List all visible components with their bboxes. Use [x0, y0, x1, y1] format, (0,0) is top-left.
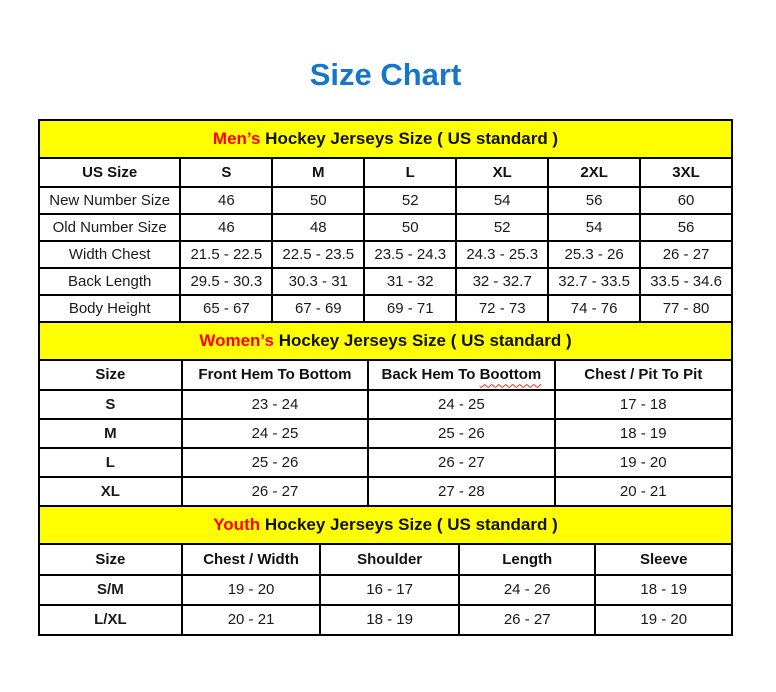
youth-header-row [39, 544, 732, 575]
table-cell: 25 - 26 [182, 448, 368, 477]
table-cell: 56 [548, 187, 640, 214]
table-cell: 32.7 - 33.5 [548, 268, 640, 295]
youth-size-table [38, 505, 733, 636]
table-cell: 19 - 20 [595, 605, 732, 635]
mens-banner-highlight: Men’s [212, 128, 261, 148]
womens-col-header-prefix: Back Hem To [381, 366, 480, 384]
mens-header-row [39, 158, 732, 187]
table-cell: 50 [364, 214, 456, 241]
row-label: Back Length [39, 268, 180, 295]
table-cell: 65 - 67 [180, 295, 272, 322]
youth-col-header: Length [459, 544, 596, 575]
table-cell: 29.5 - 30.3 [180, 268, 272, 295]
youth-col-header: Chest / Width [182, 544, 321, 575]
mens-col-header: 2XL [548, 158, 640, 187]
table-cell: 20 - 21 [555, 477, 732, 506]
table-cell: 26 - 27 [182, 477, 368, 506]
row-label: Old Number Size [39, 214, 180, 241]
table-cell: 54 [456, 187, 548, 214]
row-label: M [39, 419, 182, 448]
womens-col-header [368, 360, 554, 390]
table-cell: 20 - 21 [182, 605, 321, 635]
table-cell: 32 - 32.7 [456, 268, 548, 295]
table-cell: 31 - 32 [364, 268, 456, 295]
row-label: S [39, 390, 182, 419]
youth-banner-row [39, 506, 732, 544]
table-cell: 24.3 - 25.3 [456, 241, 548, 268]
mens-banner-row [39, 120, 732, 158]
table-cell: 50 [272, 187, 364, 214]
table-cell: 18 - 19 [555, 419, 732, 448]
table-row [39, 390, 732, 419]
womens-banner-text: Hockey Jerseys Size ( US standard ) [273, 330, 572, 350]
mens-banner [39, 120, 732, 158]
mens-col-header: S [180, 158, 272, 187]
table-cell: 25 - 26 [368, 419, 554, 448]
womens-col-header: Size [39, 360, 182, 390]
table-row [39, 477, 732, 506]
table-cell: 48 [272, 214, 364, 241]
table-cell: 30.3 - 31 [272, 268, 364, 295]
table-cell: 21.5 - 22.5 [180, 241, 272, 268]
row-label: Body Height [39, 295, 180, 322]
mens-col-header: US Size [39, 158, 180, 187]
youth-banner-text: Hockey Jerseys Size ( US standard ) [260, 514, 558, 534]
youth-col-header: Sleeve [595, 544, 732, 575]
table-cell: 52 [456, 214, 548, 241]
table-cell: 54 [548, 214, 640, 241]
row-label: S/M [39, 575, 182, 605]
table-row [39, 419, 732, 448]
table-cell: 77 - 80 [640, 295, 732, 322]
mens-size-table [38, 119, 733, 323]
youth-banner-highlight: Youth [213, 514, 261, 534]
table-cell: 33.5 - 34.6 [640, 268, 732, 295]
womens-size-table [38, 321, 733, 507]
table-cell: 19 - 20 [555, 448, 732, 477]
mens-col-header: L [364, 158, 456, 187]
womens-col-header: Front Hem To Bottom [182, 360, 368, 390]
table-cell: 24 - 25 [368, 390, 554, 419]
mens-banner-text: Hockey Jerseys Size ( US standard ) [260, 128, 559, 148]
table-cell: 60 [640, 187, 732, 214]
womens-banner-row [39, 322, 732, 360]
table-cell: 19 - 20 [182, 575, 321, 605]
table-cell: 27 - 28 [368, 477, 554, 506]
table-row [39, 268, 732, 295]
table-cell: 26 - 27 [368, 448, 554, 477]
table-row [39, 575, 732, 605]
womens-banner [39, 322, 732, 360]
table-cell: 18 - 19 [595, 575, 732, 605]
womens-header-row [39, 360, 732, 390]
table-cell: 17 - 18 [555, 390, 732, 419]
womens-banner-highlight: Women’s [199, 330, 274, 350]
table-cell: 22.5 - 23.5 [272, 241, 364, 268]
row-label: L/XL [39, 605, 182, 635]
table-cell: 52 [364, 187, 456, 214]
table-cell: 69 - 71 [364, 295, 456, 322]
table-cell: 24 - 26 [459, 575, 596, 605]
table-cell: 46 [180, 187, 272, 214]
table-cell: 16 - 17 [320, 575, 459, 605]
table-row [39, 295, 732, 322]
row-label: Width Chest [39, 241, 180, 268]
mens-col-header: M [272, 158, 364, 187]
table-cell: 46 [180, 214, 272, 241]
womens-col-header: Chest / Pit To Pit [555, 360, 732, 390]
table-cell: 72 - 73 [456, 295, 548, 322]
table-cell: 67 - 69 [272, 295, 364, 322]
table-cell: 23.5 - 24.3 [364, 241, 456, 268]
table-cell: 26 - 27 [640, 241, 732, 268]
mens-col-header: 3XL [640, 158, 732, 187]
youth-col-header: Shoulder [320, 544, 459, 575]
table-cell: 23 - 24 [182, 390, 368, 419]
table-cell: 74 - 76 [548, 295, 640, 322]
table-cell: 56 [640, 214, 732, 241]
table-cell: 24 - 25 [182, 419, 368, 448]
table-row [39, 605, 732, 635]
table-row [39, 448, 732, 477]
table-cell: 18 - 19 [320, 605, 459, 635]
row-label: L [39, 448, 182, 477]
table-row [39, 214, 732, 241]
page-title: Size Chart [309, 57, 462, 92]
youth-col-header: Size [39, 544, 182, 575]
table-cell: 25.3 - 26 [548, 241, 640, 268]
table-row [39, 187, 732, 214]
mens-col-header: XL [456, 158, 548, 187]
row-label: XL [39, 477, 182, 506]
youth-banner [39, 506, 732, 544]
table-row [39, 241, 732, 268]
row-label: New Number Size [39, 187, 180, 214]
table-cell: 26 - 27 [459, 605, 596, 635]
size-chart-sheet [38, 0, 733, 636]
misspelled-word: Boottom [479, 366, 542, 384]
